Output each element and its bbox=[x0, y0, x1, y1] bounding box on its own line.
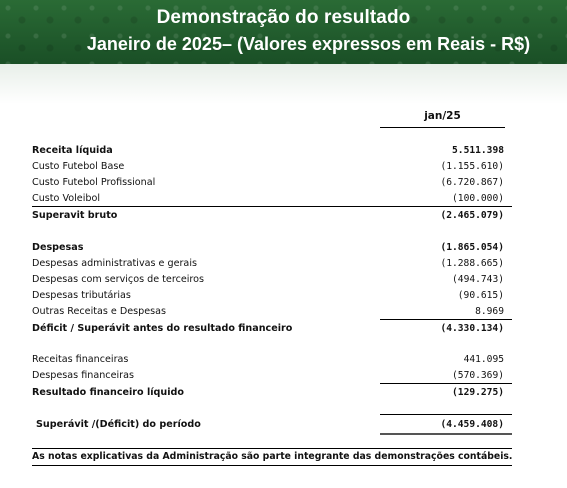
row-label: Déficit / Superávit antes do resultado financeiro bbox=[32, 323, 293, 334]
row-custo-futebol-profissional bbox=[32, 175, 512, 191]
row-value: 441.095 bbox=[463, 354, 504, 365]
row-value: (1.155.610) bbox=[440, 161, 504, 172]
row-value: 8.969 bbox=[475, 306, 504, 317]
row-value: (494.743) bbox=[452, 274, 504, 285]
row-label: Despesas tributárias bbox=[32, 290, 131, 301]
row-resultado-financeiro-liquido bbox=[32, 385, 512, 401]
row-label: Receitas financeiras bbox=[32, 354, 129, 365]
row-label: Superavit bruto bbox=[32, 210, 118, 221]
row-superavit-bruto bbox=[32, 208, 512, 224]
row-label: Outras Receitas e Despesas bbox=[32, 306, 167, 317]
header-fade bbox=[0, 64, 567, 104]
column-header-underline bbox=[380, 127, 505, 128]
row-label: Superávit /(Déficit) do período bbox=[36, 419, 201, 430]
row-deficit-antes-resultado-financeiro bbox=[32, 321, 512, 337]
row-value: (90.615) bbox=[457, 290, 504, 301]
row-outras-receitas-despesas bbox=[32, 304, 512, 320]
row-value: (4.330.134) bbox=[440, 323, 504, 334]
row-receitas-financeiras bbox=[32, 352, 512, 368]
row-label: Custo Futebol Profissional bbox=[32, 177, 156, 188]
page-subtitle: Janeiro de 2025– (Valores expressos em Reais - R$) bbox=[86, 34, 531, 54]
row-value: (6.720.867) bbox=[440, 177, 504, 188]
row-value: (100.000) bbox=[452, 193, 504, 204]
footnote: As notas explicativas da Administração são parte integrante das demonstrações contábeis. bbox=[32, 451, 513, 462]
row-custo-voleibol bbox=[32, 191, 512, 207]
page-title: Demonstração do resultado bbox=[156, 7, 411, 28]
row-label: Receita líquida bbox=[32, 145, 113, 156]
row-label: Despesas financeiras bbox=[32, 370, 134, 381]
row-value: (570.369) bbox=[452, 370, 504, 381]
divider-full bbox=[32, 206, 512, 207]
column-header-period: jan/25 bbox=[424, 110, 461, 122]
row-label: Despesas com serviços de terceiros bbox=[32, 274, 205, 285]
note-top-border bbox=[32, 448, 512, 449]
divider-double-underline bbox=[380, 433, 512, 435]
row-label: Despesas bbox=[32, 242, 84, 253]
row-label: Custo Voleibol bbox=[32, 193, 101, 204]
row-value: (1.865.054) bbox=[440, 242, 504, 253]
row-label: Resultado financeiro líquido bbox=[32, 387, 184, 398]
row-despesas-tributarias bbox=[32, 288, 512, 304]
row-superavit-deficit-periodo bbox=[36, 417, 512, 433]
row-label: Despesas administrativas e gerais bbox=[32, 258, 197, 269]
divider-value bbox=[380, 383, 512, 384]
row-despesas-financeiras bbox=[32, 368, 512, 384]
row-value: 5.511.398 bbox=[452, 145, 504, 156]
page-header bbox=[0, 0, 567, 64]
row-despesas-servicos-terceiros bbox=[32, 272, 512, 288]
divider-value bbox=[380, 414, 512, 415]
row-despesas-administrativas bbox=[32, 256, 512, 272]
row-label: Custo Futebol Base bbox=[32, 161, 125, 172]
row-despesas bbox=[32, 240, 512, 256]
row-value: (4.459.408) bbox=[440, 419, 504, 430]
divider-value bbox=[380, 319, 512, 320]
row-value: (129.275) bbox=[452, 387, 504, 398]
row-value: (1.288.665) bbox=[440, 258, 504, 269]
row-custo-futebol-base bbox=[32, 159, 512, 175]
row-value: (2.465.079) bbox=[440, 210, 504, 221]
row-receita-liquida bbox=[32, 143, 512, 159]
note-bottom-border bbox=[32, 465, 512, 466]
